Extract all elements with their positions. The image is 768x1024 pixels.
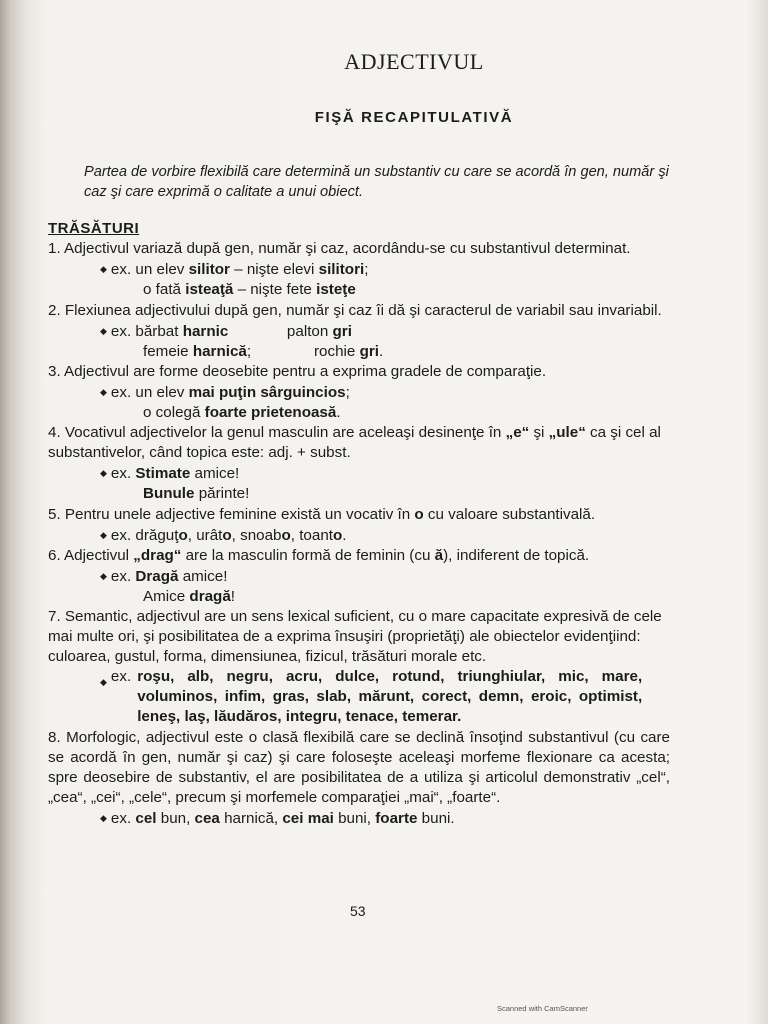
diamond-bullet-icon: ◆ — [100, 325, 107, 336]
page-subtitle: FIŞĂ RECAPITULATIVĂ — [314, 109, 514, 127]
page-number: 53 — [350, 903, 366, 919]
feature-2-example-2: femeie harnică; rochie gri. — [143, 342, 384, 360]
scanner-watermark: Scanned with CamScanner — [497, 1004, 588, 1013]
section-heading: TRĂSĂTURI — [48, 220, 140, 238]
feature-7-example-list: roşu, alb, negru, acru, dulce, rotund, triunghiular, mic, mare, voluminos, infim, gras, slab, mărunt, corect, demn, eroic, optimist, leneş, laş, lăudăros, integru, tenace, temerar. — [137, 668, 643, 726]
feature-7: 7. Semantic, adjectivul are un sens lexical suficient, cu o mare capacitate expresivă de cele mai multe ori, şi posibilitatea de a exprima însuşiri (proprietăţi) ale obiectelor evidenţiind: culoarea, gustul, forma, dimensiunea, fizicul, trăsături morale etc. — [48, 607, 662, 666]
diamond-bullet-icon: ◆ — [100, 677, 107, 688]
definition-text: Partea de vorbire flexibilă care determină un substantiv cu care se acordă în gen, număr şi caz şi care exprimă o calitate a unui obiect. — [84, 164, 669, 201]
feature-1-example-1: ◆ ex. un elev silitor – nişte elevi silitori; — [100, 261, 369, 279]
diamond-bullet-icon: ◆ — [100, 812, 107, 823]
diamond-bullet-icon: ◆ — [100, 570, 107, 581]
feature-5: 5. Pentru unele adjective feminine există un vocativ în o cu valoare substantivală. — [48, 505, 596, 523]
feature-1-example-2: o fată isteaţă – nişte fete isteţe — [143, 281, 356, 299]
feature-5-example-1: ◆ ex. drăguţo, urâto, snoabo, toanto. — [100, 526, 347, 544]
feature-4-example-1: ◆ ex. Stimate amice! — [100, 465, 240, 483]
diamond-bullet-icon: ◆ — [100, 264, 107, 275]
diamond-bullet-icon: ◆ — [100, 386, 107, 397]
feature-2-example-1: ◆ ex. bărbat harnic palton gri — [100, 322, 352, 340]
page-title: ADJECTIVUL — [344, 49, 484, 74]
feature-4-example-2: Bunule părinte! — [143, 485, 250, 503]
feature-4: 4. Vocativul adjectivelor la genul masculin are aceleaşi desinenţe în „e“ şi „ule“ ca şi cel al substantivelor, când topica este: adj. + subst. — [48, 424, 661, 462]
feature-7-examples: ◆ ex. roşu, alb, negru, acru, dulce, rotund, triunghiular, mic, mare, voluminos, infim, gras, slab, mărunt, corect, demn, eroic, optimist, leneş, laş, lăudăros, integru, tenace, temerar. — [100, 667, 670, 727]
feature-2: 2. Flexiunea adjectivului după gen, număr şi caz îi dă şi caracterul de variabil sau invariabil. — [48, 301, 662, 319]
diamond-bullet-icon: ◆ — [100, 529, 107, 540]
feature-6-example-2: Amice dragă! — [143, 587, 236, 605]
feature-3: 3. Adjectivul are forme deosebite pentru a exprima gradele de comparaţie. — [48, 362, 547, 380]
page-content — [48, 49, 670, 829]
feature-8-example-1: ◆ ex. cel bun, cea harnică, cei mai buni, foarte buni. — [100, 809, 455, 827]
feature-6-example-1: ◆ ex. Dragă amice! — [100, 567, 228, 585]
page-edge-shadow — [746, 0, 768, 1024]
feature-3-example-2: o colegă foarte prietenoasă. — [143, 404, 341, 422]
feature-3-example-1: ◆ ex. un elev mai puţin sârguincios; — [100, 383, 350, 401]
diamond-bullet-icon: ◆ — [100, 468, 107, 479]
feature-6: 6. Adjectivul „drag“ are la masculin formă de feminin (cu ă), indiferent de topică. — [48, 546, 590, 564]
feature-1: 1. Adjectivul variază după gen, număr şi caz, acordându-se cu substantivul determinat. — [48, 240, 631, 258]
feature-8: 8. Morfologic, adjectivul este o clasă flexibilă care se declină însoţind substantivul (cu care se acordă în gen, număr şi caz) şi care foloseşte aceleaşi morfeme flexionare ca acesta; spre deosebire de substantiv, el are posibilitatea de a utiliza şi articolul demonstrativ „cel“, „cea“, „cei“, „cele“, precum şi morfemele comparaţiei „mai“, „foarte“. — [48, 728, 670, 806]
